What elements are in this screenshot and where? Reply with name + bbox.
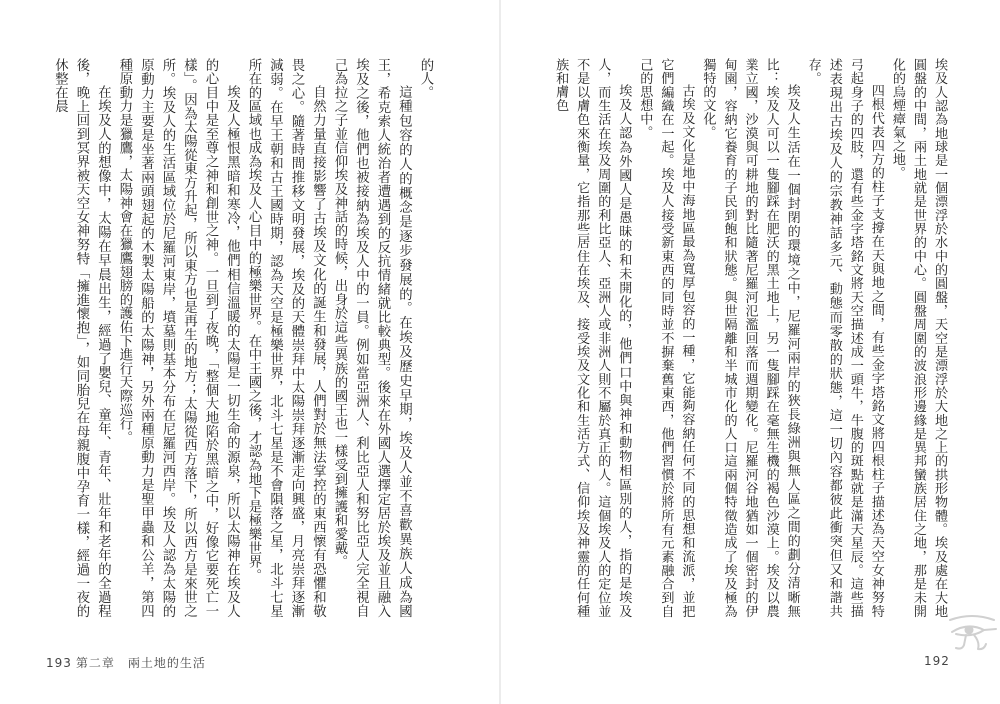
paragraph: 埃及人認為外國人是愚昧的和未開化的，他們口中與神和動物相區別的人，指的是埃及人，而生活在埃及周圍的利比亞人、亞洲人或非洲人則不屬於真正的人。這個埃及人的定位並不是以膚色來衡量，它指那些居住在埃及、接受埃及文化和生活方式、信仰埃及神靈的任何種族和膚色	[553, 58, 632, 618]
paragraph: 埃及人生活在一個封閉的環境之中，尼羅河兩岸的狹長綠洲與無人區之間的劃分清晰無比：埃及人可以一隻腳踩在肥沃的黑土地上，另一隻腳踩在毫無生機的褐色沙漠上。埃及以農業立國，沙漠與可耕地的對比隨著尼羅河氾濫回落而週期變化。尼羅河谷地猶如一個密封的伊甸園，容納它養育的子民到飽和狀態。與世隔離和半城市化的人口這兩個特徵造成了埃及極為獨特的文化。	[700, 58, 800, 618]
paragraph: 四根代表四方的柱子支撐在天與地之間，有些金字塔銘文將四根柱子描述為天空女神努特弓起身子的四肢，還有些金字塔銘文將天空描述成一頭牛，牛腹的斑點就是滿天星辰。這些描述表現出古埃及人的宗教神話多元、動態而零散的狀態，這一切內容都彼此衝突但又和諧共存。	[805, 58, 884, 618]
paragraph: 埃及人認為地球是一個漂浮於水中的圓盤，天空是漂浮於大地之上的拱形物體。埃及處在大地圓盤的中間，兩土地就是世界的中心。圓盤周圍的波浪形邊緣是異邦蠻族居住之地，那是未開化的烏煙瘴氣之地。	[889, 58, 947, 618]
page-number: 193	[46, 656, 72, 670]
paragraph: 的人。	[418, 58, 433, 100]
left-page-text	[44, 58, 436, 618]
right-page-text	[550, 58, 950, 618]
eye-of-horus-icon	[944, 612, 1000, 652]
paragraph: 在埃及人的想像中，太陽在早晨出生，經過了嬰兒、童年、青年、壯年和老年的全過程後，晚上回到冥界被天空女神努特「擁進懷抱」，如同胎兒在母親腹中孕育一樣，經過一夜的休整在晨	[52, 58, 111, 618]
running-header-chapter: 第二章 兩土地的生活	[75, 656, 206, 670]
paragraph: 埃及人極恨黑暗和寒冷，他們相信溫暖的太陽是一切生命的源泉，所以太陽神在埃及人的心目中是至尊之神和創世之神。一旦到了夜晚，「整個大地陷於黑暗之中，好像它要死亡一樣」。因為太陽從東方升起，所以東方也是再生的地方；太陽從西方落下，所以西方是來世之所。埃及人的生活區域位於尼羅河東岸，墳墓則基本分布在尼羅河西岸。埃及人認為太陽的原動力主要是坐著兩頭翅起的木製太陽船的太陽神，另外兩種原動力是聖甲蟲和公羊，第四種原動力是獵鷹，太陽神會在獵鷹翅膀的護佑下進行天際巡行。	[117, 58, 240, 618]
page-number: 192	[924, 654, 950, 668]
right-folio	[924, 654, 950, 668]
paragraph: 自然力量直接影響了古埃及文化的誕生和發展，人們對於無法掌控的東西懷有恐懼和敬畏之心。隨著時間推移文明發展，埃及的天體崇拜中太陽崇拜逐漸走向興盛，月亮崇拜逐漸減弱。在早王朝和古王國時期，認為天空是極樂世界，北斗七星是不會隕落之星，北斗七星所在的區域也成為埃及人心目中的極樂世界。在中王國之後，才認為地下是極樂世界。	[246, 58, 326, 618]
paragraph: 古埃及文化是地中海地區最為寬厚包容的一種，它能夠容納任何不同的思想和流派，並把它們編織在一起。埃及人接受新東西的同時並不摒棄舊東西，他們習慣於將所有元素融合到自己的思想中。	[637, 58, 695, 618]
left-folio	[46, 654, 206, 671]
right-page	[500, 0, 1000, 704]
paragraph: 這種包容的人的概念是逐步發展的。在埃及歷史早期，埃及人並不喜歡異族人成為國王，希克索人統治者遭遇到的反抗情緒就比較典型。後來在外國人選擇定居於埃及並且融入埃及之後，他們也被接納為埃及人中的一員。例如當亞洲人、利比亞人和努比亞人完全視自己為拉之子並信仰埃及神話的時候，出身於這些異族的國王也一樣受到擁護和愛戴。	[332, 58, 412, 618]
